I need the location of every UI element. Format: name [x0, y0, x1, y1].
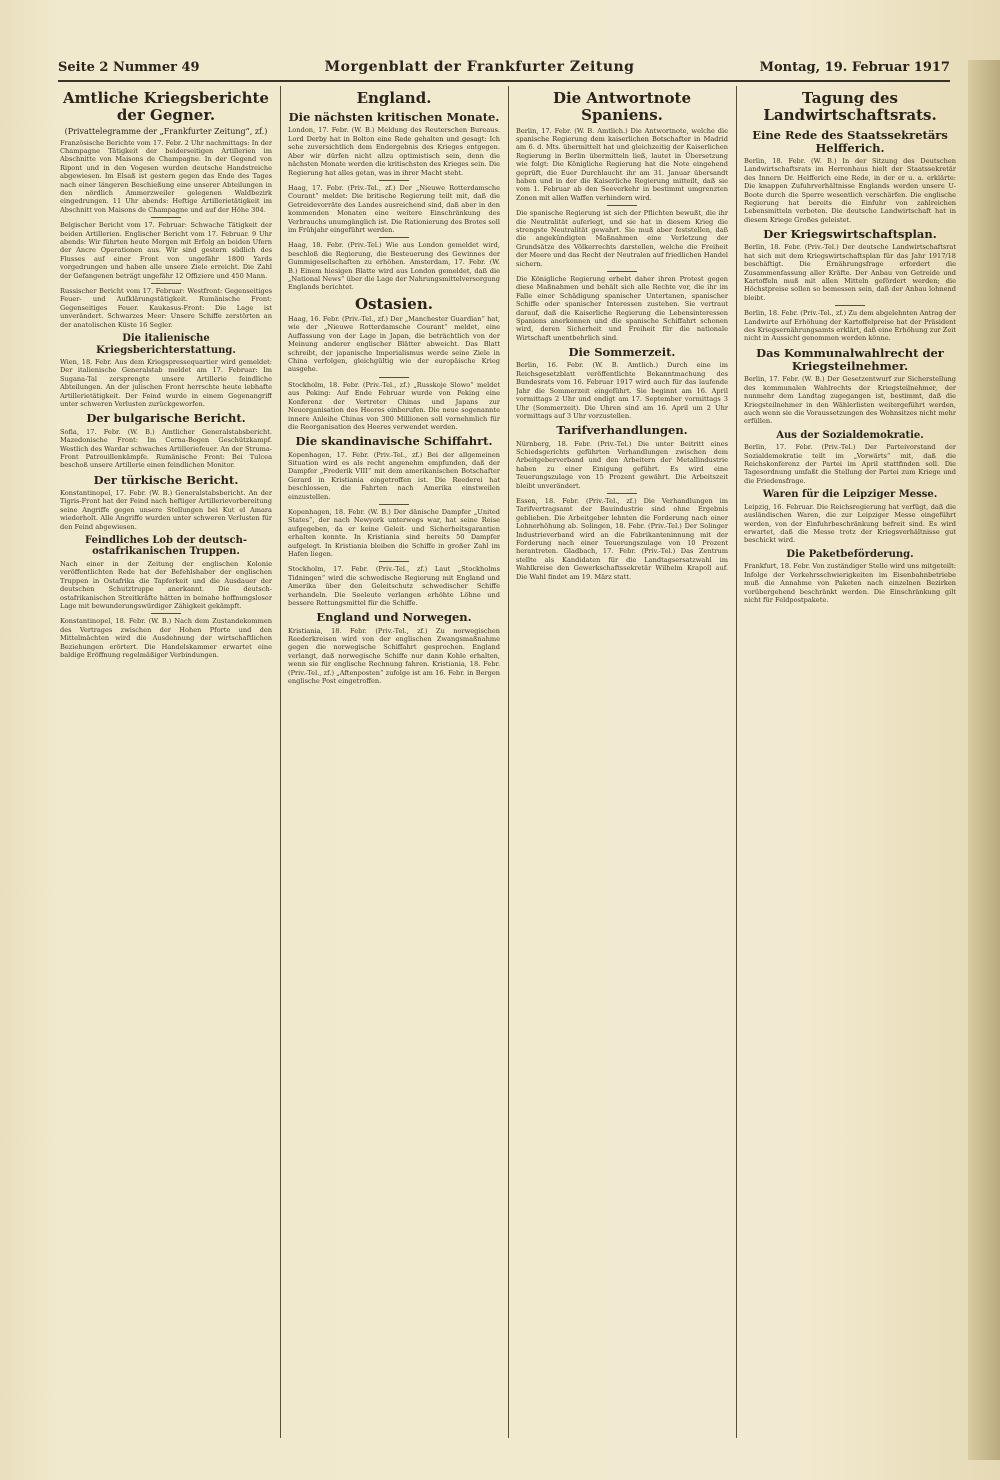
column-1	[60, 86, 272, 1438]
column-divider	[736, 86, 737, 1438]
article-headline: Die skandinavische Schiffahrt.	[295, 434, 493, 449]
column-2	[288, 86, 500, 1438]
column-4	[744, 86, 956, 1438]
article-body: Wien, 18. Febr. Aus dem Kriegspressequartier wird gemeldet: Der italienische Generalstab meldet am 17. Februar: Im Sugana-Tal zersprengte unsere Artillerie feindliche Abteilungen. An der julischen Front herrschte heute lebhafte Artillerietätigkeit. Der Feind wurde in einem Gegenangriff unter schweren Verlusten zurückgeworfen.	[60, 358, 272, 409]
column-divider	[280, 86, 281, 1438]
article-body: Haag, 18. Febr. (Priv.-Tel.) Wie aus London gemeldet wird, beschloß die Regierung, die Besteuerung des Gewinnes der Gummigesellschaften zu erhöhen. Amsterdam, 17. Febr. (W. B.) Einem hiesigen Blatte wird aus London gemeldet, daß die „National News“ über die Lage der Nahrungsmittelversorgung Englands berichtet.	[288, 241, 500, 292]
section-separator	[835, 305, 865, 306]
article-body: Haag, 16. Febr. (Priv.-Tel., zf.) Der „Manchester Guardian“ hat, wie der „Nieuwe Rotterdamsche Courant“ meldet, eine Auffassung von der Lage in Japan, die beträchtlich von der Meinung anderer englischer Blätter abweicht. Das Blatt schreibt, der japanische Imperialismus werde seine Ziele in China verfolgen, gleichgültig wie der europäische Krieg ausgehe.	[288, 315, 500, 374]
article-body: Stockholm, 17. Febr. (Priv.-Tel., zf.) Laut „Stockholms Tidningen“ wird die schwedische Regierung mit England und Amerika über den Geleitschutz schwedischer Schiffe verhandeln. Die Seeleute verlangen erhöhte Löhne und bessere Rettungsmittel für die Schiffe.	[288, 565, 500, 608]
article-body: Frankfurt, 18. Febr. Von zuständiger Stelle wird uns mitgeteilt: Infolge der Verkehrsschwierigkeiten im Eisenbahnbetriebe muß die Annahme von Paketen nach einzelnen Bezirken vorübergehend beschränkt werden. Die Einschränkung gilt nicht für Feldpostpakete.	[744, 562, 956, 604]
article-body: Französische Berichte vom 17. Febr. 2 Uhr nachmittags: In der Champagne Tätigkeit der beiderseitigen Artillerien im Abschnitte von Maisons de Champagne. In der Gegend von Ripont und in den Vogesen wurden deutsche Handstreiche abgewiesen. Im Elsaß ist gestern gegen das Ende des Tages nach einer längeren Beschießung eine unserer Abteilungen in den nördlich Ammerzweiler gelegenen Waldbezirk eingedrungen. 11 Uhr abends: Heftige Artillerietätigkeit im Abschnitt von Maisons de Champagne und auf der Höhe 304.	[60, 138, 272, 214]
article-body: Kopenhagen, 18. Febr. (W. B.) Der dänische Dampfer „United States“, der nach Newyork unterwegs war, hat seine Reise aufgegeben, da er keine Geleit- und Sicherheitsgarantien erhalten konnte. In Kristiania sind bereits 50 Dampfer aufgelegt. In Kristiania bleiben die Schiffe in großer Zahl im Hafen liegen.	[288, 507, 500, 558]
article-body: Konstantinopel, 18. Febr. (W. B.) Nach dem Zustandekommen des Vertrages zwischen der Hohen Pforte und den Mittelmächten wird die Ausdehnung der wirtschaftlichen Beziehungen erörtert. Die Handelskammer erwartet eine baldige Eröffnung regelmäßiger Verbindungen.	[60, 617, 272, 660]
section-separator	[607, 493, 637, 494]
article-body: Berlin, 18. Febr. (Priv.-Tel.) Der deutsche Landwirtschaftsrat hat sich mit dem Kriegswirtschaftsplan für das Jahr 1917/18 beschäftigt. Die Ernährungsfrage erfordert die Zusammenfassung aller Kräfte. Der Anbau von Getreide und Kartoffeln muß mit allen Mitteln gefördert werden; die Höchstpreise sollen so bemessen sein, daß der Anbau lohnend bleibt.	[744, 243, 956, 302]
article-headline: Aus der Sozialdemokratie.	[776, 429, 924, 441]
column-divider	[508, 86, 509, 1438]
article-body: Nach einer in der Zeitung der englischen Kolonie veröffentlichten Rede hat der Befehlshaber der englischen Truppen in Ostafrika die Tapferkeit und die Ausdauer der deutschen Schutztruppe anerkannt. Die deutsch-ostafrikanischen Streitkräfte hätten in beinahe hoffnungsloser Lage mit bewunderungswürdiger Zähigkeit gekämpft.	[60, 559, 272, 610]
article-headline: Feindliches Lob der deutsch-ostafrikanischen Truppen.	[84, 534, 248, 558]
article-body: Berlin, 17. Febr. (W. B.) Der Gesetzentwurf zur Sicherstellung des kommunalen Wahlrechts der Kriegsteilnehmer, der nunmehr dem Landtag zugegangen ist, bestimmt, daß die Kriegsteilnehmer in den Wählerlisten weitergeführt werden, auch wenn sie die Voraussetzungen des Wohnsitzes nicht mehr erfüllen.	[744, 375, 956, 426]
page-number: Seite 2 Nummer 49	[58, 59, 200, 75]
article-headline: Ostasien.	[355, 294, 433, 313]
issue-date: Montag, 19. Februar 1917	[759, 59, 950, 75]
article-body: Die Königliche Regierung erhebt daher ihren Protest gegen diese Maßnahmen und behält sich alle Rechte vor, die ihr im Falle einer Schädigung spanischer Untertanen, spanischer Schiffe oder spanischer Interessen zustehen. Sie vertraut darauf, daß die Kaiserliche Regierung die Lebensinteressen Spaniens anerkennen und die spanische Schiffahrt schonen wird, deren Sicherheit und Freiheit für die nationale Wirtschaft unentbehrlich sind.	[516, 275, 728, 342]
article-headline: Eine Rede des Staatssekretärs Helfferich.	[752, 127, 948, 155]
article-body: Leipzig, 16. Februar. Die Reichsregierung hat verfügt, daß die ausländischen Waren, die zur Leipziger Messe eingeführt werden, von der Einfuhrbeschränkung befreit sind. Es wird erwartet, daß die Messe trotz der Kriegsverhältnisse gut beschickt wird.	[744, 502, 956, 545]
column-3	[516, 86, 728, 1438]
article-body: London, 17. Febr. (W. B.) Meldung des Reuterschen Bureaus. Lord Derby hat in Bolton eine Rede gehalten und gesagt: Ich sehe zuversichtlich dem Endergebnis des Krieges entgegen. Aber wir dürfen nicht allzu optimistisch sein, denn die nächsten Monate werden die kritischsten des Krieges sein. Die Regierung hat alles getan, was in ihrer Macht steht.	[288, 126, 500, 177]
article-headline: Tarifverhandlungen.	[556, 423, 688, 438]
article-body: Essen, 18. Febr. (Priv.-Tel., zf.) Die Verhandlungen im Tarifvertragsamt der Bauindustrie sind ohne Ergebnis geblieben. Die Arbeitgeber lehnten die Forderung nach einer Lohnerhöhung ab. Solingen, 18. Febr. (Priv.-Tel.) Der Solinger Industrieverband wird an die Fabrikanteninnung mit der Forderung nach einer Teuerungszulage von 10 Prozent herantreten. Gladbach, 17. Febr. (Priv.-Tel.) Das Zentrum stellte als Kandidaten für die Landtagsersatzwahl im Wahlkreise den Gewerkschaftssekretär Wilhelm Krapoll auf. Die Wahl findet am 19. März statt.	[516, 496, 728, 581]
article-subtitle: (Privattelegramme der „Frankfurter Zeitung“, zf.)	[64, 126, 268, 136]
article-body: Konstantinopel, 17. Febr. (W. B.) Generalstabsbericht. An der Tigris-Front hat der Feind nach heftiger Artillerievorbereitung seine Angriffe gegen unsere Stellungen bei Kut el Amara wiederholt. Alle Angriffe wurden unter schweren Verlusten für den Feind abgewiesen.	[60, 488, 272, 531]
article-body: Berlin, 18. Febr. (Priv.-Tel., zf.) Zu dem abgelehnten Antrag der Landwirte auf Erhöhung der Kartoffelpreise hat der Präsident des Kriegsernährungsamts erklärt, daß eine Erhöhung zur Zeit nicht in Aussicht genommen werden könne.	[744, 309, 956, 343]
article-body: Haag, 17. Febr. (Priv.-Tel., zf.) Der „Nieuwe Rotterdamsche Courant“ meldet: Die britische Regierung teilt mit, daß die Getreidevorräte des Landes ausreichend sind, daß aber in den kommenden Monaten eine weitere Einschränkung des Verbrauchs unumgänglich ist. Die Rationierung des Brotes soll im Frühjahr eingeführt werden.	[288, 183, 500, 234]
section-separator	[379, 180, 409, 181]
article-headline: Der bulgarische Bericht.	[86, 411, 246, 426]
article-body: Kopenhagen, 17. Febr. (Priv.-Tel., zf.) Bei der allgemeinen Situation wird es als recht angenehm empfunden, daß der Dampfer „Frederik VIII“ mit dem amerikanischen Botschafter Gerard in Kristiania eingetroffen ist. Die Reederei hat beschlossen, die Fahrten nach Amerika einstweilen einzustellen.	[288, 450, 500, 501]
masthead	[58, 54, 950, 82]
article-headline: Das Kommunalwahlrecht der Kriegsteilnehmer.	[756, 345, 944, 374]
article-headline: England und Norwegen.	[316, 610, 472, 625]
article-headline: Die italienische Kriegsberichterstattung.	[96, 333, 236, 356]
section-separator	[151, 217, 181, 218]
article-headline: Der türkische Bericht.	[93, 472, 239, 487]
article-headline: Die Paketbeförderung.	[786, 548, 914, 560]
article-body: Nürnberg, 18. Febr. (Priv.-Tel.) Die unter Beitritt eines Schiedsgerichts geführten Verhandlungen zwischen dem Arbeitgeberverband und den Arbeitern der Metallindustrie haben zu einer Einigung geführt. Es wird eine Teuerungszulage von 15 Prozent gewährt. Die Arbeitszeit bleibt unverändert.	[516, 439, 728, 490]
article-headline: Die nächsten kritischen Monate.	[288, 110, 500, 125]
article-body: Berlin, 17. Febr. (Priv.-Tel.) Der Parteivorstand der Sozialdemokratie teilt im „Vorwärts“ mit, daß die Reichskonferenz der Partei im April stattfinden soll. Die Tagesordnung umfaßt die Stellung der Partei zum Kriege und die Friedensfrage.	[744, 443, 956, 485]
article-headline: Die Antwortnote Spaniens.	[552, 89, 692, 125]
article-headline: Die Sommerzeit.	[568, 345, 676, 360]
article-body: Berlin, 18. Febr. (W. B.) In der Sitzung des Deutschen Landwirtschaftsrats im Herrenhaus hielt der Staatssekretär des Innern Dr. Helfferich eine Rede, in der er u. a. erklärte: Die knappen Zufuhrverhältnisse Englands werden unsere U-Boote durch die Sperre wesentlich verschärfen. Die englische Regierung hat bereits die Einfuhr von zahlreichen Lebensmitteln verboten. Die deutsche Landwirtschaft hat in diesem Kriege Großes geleistet.	[744, 156, 956, 224]
article-headline: Amtliche Kriegsberichte der Gegner.	[63, 89, 269, 125]
section-separator	[151, 283, 181, 284]
article-body: Belgischer Bericht vom 17. Februar: Schwache Tätigkeit der beiden Artillerien. Englischer Bericht vom 17. Februar. 9 Uhr abends: Wir führten heute Morgen mit Erfolg an beiden Ufern der Ancre Operationen aus. Wir sind gestern südlich des Flusses auf einer Front von ungefähr 1800 Yards vorgedrungen und haben alle unsere Ziele erreicht. Die Zahl der Gefangenen beträgt ungefähr 12 Offiziere und 450 Mann.	[60, 221, 272, 280]
article-body: Kristiania, 18. Febr. (Priv.-Tel., zf.) Zu norwegischen Reederkreisen wird von der englischen Zwangsmaßnahme gegen die norwegische Schiffahrt gesprochen. England verlangt, daß norwegische Schiffe nur dann Kohle erhalten, wenn sie für englische Rechnung fahren. Kristiania, 18. Febr. (Priv.-Tel., zf.) „Aftenposten“ zufolge ist am 16. Febr. in Bergen englische Post eingetroffen.	[288, 626, 500, 686]
section-separator	[379, 504, 409, 505]
article-headline: Tagung des Landwirtschaftsrats.	[763, 89, 937, 125]
article-body: Russischer Bericht vom 17. Februar: Westfront: Gegenseitiges Feuer- und Aufklärungstätigkeit. Rumänische Front: Gegenseitiges Feuer. Kaukasus-Front: Die Lage ist unverändert. Schwarzes Meer: Unsere Schiffe zerstörten an der anatolischen Küste 16 Segler.	[60, 287, 272, 329]
article-body: Stockholm, 18. Febr. (Priv.-Tel., zf.) „Russkoje Slowo“ meldet aus Peking: Auf Ende Februar wurde von Peking eine Konferenz der Vertreter Chinas und Japans zur Neuorganisation des Heeres einberufen. Die neue sogenannte innere Anleihe Chinas von 300 Millionen soll vornehmlich für die Reorganisation des Heeres verwendet werden.	[288, 380, 500, 431]
article-headline: England.	[356, 89, 432, 107]
article-headline: Waren für die Leipziger Messe.	[762, 489, 938, 501]
section-separator	[379, 377, 409, 378]
binding-edge	[968, 60, 1000, 1460]
article-body: Sofia, 17. Febr. (W. B.) Amtlicher Generalstabsbericht. Mazedonische Front: Im Cerna-Bogen Geschützkampf. Westlich des Wardar schwaches Artilleriefeuer. An der Struma-Front Patrouillenkämpfe. Rumänische Front: Bei Tulcea beschoß unsere Artillerie einen feindlichen Monitor.	[60, 427, 272, 470]
section-separator	[151, 613, 181, 614]
newspaper-title: Morgenblatt der Frankfurter Zeitung	[324, 59, 635, 75]
section-separator	[607, 205, 637, 206]
article-headline: Der Kriegswirtschaftsplan.	[763, 227, 937, 242]
section-separator	[379, 561, 409, 562]
section-separator	[379, 237, 409, 238]
section-separator	[607, 271, 637, 272]
article-body: Berlin, 17. Febr. (W. B. Amtlich.) Die Antwortnote, welche die spanische Regierung dem kaiserlichen Botschafter in Madrid am 6. d. Mts. übermittelt hat und gleichzeitig der Kaiserlichen Regierung in Berlin übermitteln ließ, lautet in Übersetzung wie folgt: Die Königliche Regierung hat die Note eingehend geprüft, die Euer Durchlaucht ihr am 31. Januar übersandt haben und in der die Kaiserliche Regierung mitteilt, daß sie vom 1. Februar ab den Seeverkehr in bestimmt umgrenzten Zonen mit allen Waffen verhindern wird.	[516, 126, 728, 202]
article-body: Berlin, 16. Febr. (W. B. Amtlich.) Durch eine im Reichsgesetzblatt veröffentlichte Bekanntmachung des Bundesrats vom 16. Februar 1917 wird auch für das laufende Jahr die Sommerzeit eingeführt. Sie beginnt am 16. April vormittags 2 Uhr und endigt am 17. September vormittags 3 Uhr (Sommerzeit). Die Uhren sind am 16. April um 2 Uhr vormittags auf 3 Uhr vorzustellen.	[516, 361, 728, 420]
article-body: Die spanische Regierung ist sich der Pflichten bewußt, die ihr die Neutralität auferlegt, und sie hat in diesem Krieg die strengste Neutralität gewahrt. Sie muß aber feststellen, daß die angekündigten Maßnahmen eine Verletzung der Grundsätze des Völkerrechts darstellen, welche die Freiheit der Meere und das Recht der Neutralen auf friedlichen Handel sichern.	[516, 209, 728, 268]
